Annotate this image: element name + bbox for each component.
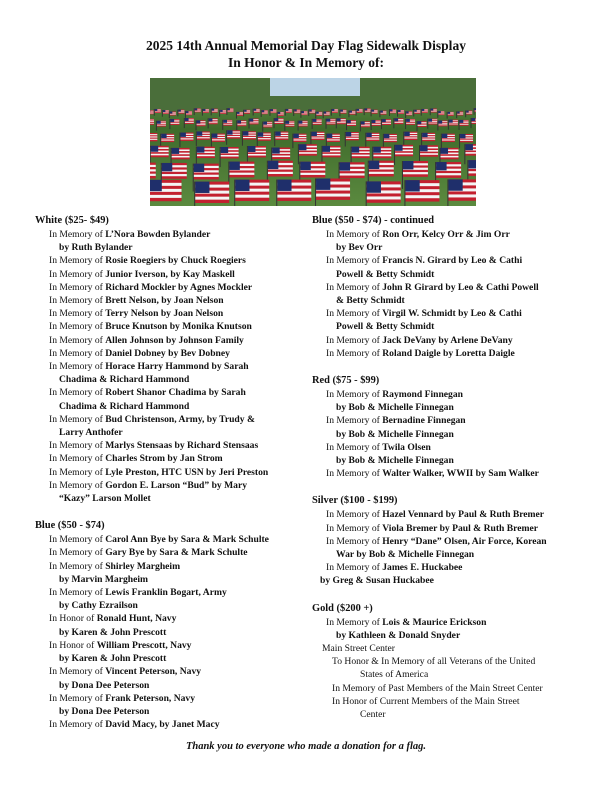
list-item bbox=[35, 586, 305, 612]
list-item bbox=[312, 561, 592, 587]
list-item bbox=[35, 334, 305, 347]
entry-continuation: by Ruth Bylander bbox=[59, 242, 133, 254]
list-item bbox=[35, 612, 305, 638]
flag-icon bbox=[208, 118, 218, 128]
flag-icon bbox=[285, 109, 292, 116]
flag-icon bbox=[162, 110, 169, 117]
flag-icon bbox=[169, 112, 176, 119]
entry-name: Daniel Dobney by Bev Dobney bbox=[105, 347, 230, 359]
entry-continuation: War by Bob & Michelle Finnegan bbox=[336, 549, 475, 561]
flag-icon bbox=[196, 120, 206, 130]
entry-continuation: Chadima & Richard Hammond bbox=[59, 374, 190, 386]
page-title bbox=[0, 37, 612, 71]
entry-line: To Honor & In Memory of all Veterans of the United bbox=[332, 656, 536, 668]
silver-list bbox=[312, 508, 592, 587]
entry-name: Viola Bremer by Paul & Ruth Bremer bbox=[382, 522, 539, 534]
flag-icon bbox=[308, 109, 315, 116]
entry-continuation: Powell & Betty Schmidt bbox=[336, 268, 435, 280]
flag-icon bbox=[397, 110, 404, 117]
flag-icon bbox=[405, 111, 412, 118]
list-item bbox=[312, 388, 592, 414]
entry-name: Hazel Vennard by Paul & Ruth Bremer bbox=[382, 509, 545, 521]
blue-heading: Blue ($50 - $74) bbox=[35, 520, 105, 532]
flag-icon bbox=[413, 110, 420, 117]
entry-continuation: by Bob & Michelle Finnegan bbox=[336, 455, 454, 467]
entry-name: Gordon E. Larson “Bud” by Mary bbox=[105, 479, 248, 491]
flag-icon bbox=[448, 120, 458, 130]
gold-heading: Gold ($200 +) bbox=[312, 602, 373, 614]
entry-continuation: by Cathy Ezrailson bbox=[59, 600, 138, 612]
entry-prefix: In Memory of bbox=[326, 562, 383, 574]
entry-name: James E. Huckabee bbox=[382, 562, 463, 574]
flag-icon bbox=[177, 110, 184, 117]
flag-icon bbox=[364, 108, 371, 115]
flag-icon bbox=[226, 130, 240, 145]
list-item bbox=[312, 695, 592, 721]
left-column bbox=[35, 214, 305, 731]
entry-continuation: by Bev Orr bbox=[336, 242, 383, 254]
entry-name: Vincent Peterson, Navy bbox=[105, 666, 202, 678]
flag-icon bbox=[403, 132, 417, 147]
entry-name: Henry “Dane” Olsen, Air Force, Korean bbox=[382, 535, 547, 547]
flag-icon bbox=[274, 118, 284, 128]
entry-name: Robert Shanor Chadima by Sarah bbox=[105, 387, 246, 399]
entry-prefix: In Memory of bbox=[326, 334, 383, 346]
title-line-1: 2025 14th Annual Memorial Day Flag Sidewalk Display bbox=[146, 38, 466, 53]
flag-icon bbox=[150, 133, 157, 148]
list-item bbox=[35, 254, 305, 267]
list-item: In Memory of Past Members of the Main Street Center bbox=[332, 682, 543, 694]
flag-icon bbox=[421, 133, 435, 148]
white-heading: White ($25- $49) bbox=[35, 215, 109, 226]
list-item bbox=[312, 535, 592, 561]
entry-name: Bud Christenson, Army, by Trudy & bbox=[105, 413, 255, 425]
entry-continuation: “Kazy” Larson Mollet bbox=[59, 493, 151, 505]
list-item bbox=[35, 268, 305, 281]
list-item bbox=[35, 452, 305, 465]
flag-icon bbox=[150, 110, 154, 117]
flag-icon bbox=[405, 119, 415, 129]
entry-prefix: In Memory of bbox=[49, 560, 106, 572]
entry-name: Virgil W. Schmidt by Leo & Cathi bbox=[382, 308, 522, 320]
entry-name: Shirley Margheim bbox=[105, 560, 181, 572]
flag-icon bbox=[194, 108, 201, 115]
flag-icon bbox=[300, 111, 307, 118]
flag-icon bbox=[339, 110, 346, 117]
flag-icon bbox=[323, 112, 330, 119]
flag-icon bbox=[243, 110, 250, 117]
flag-icon bbox=[274, 132, 288, 147]
flag-icon bbox=[447, 112, 454, 119]
entry-prefix: In Memory of bbox=[326, 389, 383, 401]
flag-icon bbox=[336, 118, 346, 128]
list-item bbox=[35, 347, 305, 360]
flag-icon bbox=[315, 179, 350, 206]
entry-prefix: In Memory of bbox=[49, 387, 106, 399]
flag-icon bbox=[315, 112, 322, 119]
entry-prefix: In Memory of bbox=[326, 522, 383, 534]
entry-name: Lyle Preston, HTC USN by Jeri Preston bbox=[105, 466, 269, 478]
flag-icon bbox=[474, 108, 476, 115]
blue-continued-list bbox=[312, 228, 592, 360]
entry-prefix: In Memory of bbox=[49, 347, 106, 359]
entry-prefix: In Memory of bbox=[326, 441, 383, 453]
entry-prefix: In Memory of bbox=[49, 361, 106, 373]
list-item bbox=[35, 665, 305, 691]
entry-name: Brett Nelson, by Joan Nelson bbox=[105, 295, 224, 307]
blue-continued-heading: Blue ($50 - $74) - continued bbox=[312, 215, 435, 226]
entry-prefix: In Memory of bbox=[49, 255, 106, 267]
flag-icon bbox=[249, 119, 259, 129]
entry-continuation: by Bob & Michelle Finnegan bbox=[336, 402, 454, 414]
list-item bbox=[35, 560, 305, 586]
entry-continuation: Center bbox=[360, 709, 386, 721]
entry-prefix: In Memory of bbox=[49, 692, 106, 704]
entry-name: L’Nora Bowden Bylander bbox=[105, 229, 211, 240]
list-item bbox=[35, 546, 305, 559]
silver-heading: Silver ($100 - $199) bbox=[312, 495, 398, 507]
list-item bbox=[35, 294, 305, 307]
flag-icon bbox=[234, 180, 269, 206]
entry-prefix: In Memory of bbox=[49, 453, 106, 465]
flag-icon bbox=[185, 111, 192, 118]
flag-icon bbox=[345, 132, 359, 147]
list-item bbox=[35, 466, 305, 479]
entry-line: In Honor of Current Members of the Main Street bbox=[332, 695, 520, 707]
entry-name: Junior Iverson, by Kay Maskell bbox=[105, 268, 235, 280]
entry-name: Rosie Roegiers by Chuck Roegiers bbox=[105, 255, 246, 267]
entry-name: Walter Walker, WWII by Sam Walker bbox=[382, 468, 539, 480]
flag-icon bbox=[441, 134, 455, 149]
red-heading: Red ($75 - $99) bbox=[312, 375, 380, 387]
flags-photo bbox=[150, 78, 476, 206]
entry-name: Ronald Hunt, Navy bbox=[96, 613, 177, 625]
flag-icon bbox=[298, 121, 308, 131]
entry-prefix: In Memory of bbox=[49, 534, 106, 546]
entry-prefix: In Memory of bbox=[326, 347, 383, 359]
list-item bbox=[35, 533, 305, 546]
flag-icon bbox=[257, 132, 271, 147]
entry-continuation: States of America bbox=[360, 669, 429, 681]
entry-name: Bruce Knutson by Monika Knutson bbox=[105, 321, 252, 333]
list-item bbox=[312, 347, 592, 360]
entry-name: Charles Strom by Jan Strom bbox=[105, 453, 223, 465]
flag-icon bbox=[447, 179, 476, 206]
entry-name: Lewis Franklin Bogart, Army bbox=[105, 587, 227, 599]
entry-name: Horace Harry Hammond by Sarah bbox=[105, 361, 249, 373]
flag-icon bbox=[348, 111, 355, 118]
list-item bbox=[35, 307, 305, 320]
entry-name: William Prescott, Navy bbox=[96, 639, 192, 651]
list-item bbox=[312, 414, 592, 440]
flag-icon bbox=[366, 181, 401, 206]
entry-name: David Macy, by Janet Macy bbox=[105, 719, 220, 731]
flag-icon bbox=[211, 134, 225, 149]
flag-icon bbox=[427, 119, 437, 129]
entry-prefix: In Memory of bbox=[326, 415, 383, 427]
flag-icon bbox=[169, 119, 179, 129]
sky-patch bbox=[270, 78, 360, 96]
flag-icon bbox=[389, 109, 396, 116]
flag-icon bbox=[154, 109, 161, 116]
right-column bbox=[312, 214, 592, 721]
entry-name: Ron Orr, Kelcy Orr & Jim Orr bbox=[382, 229, 510, 240]
flag-icon bbox=[156, 121, 166, 131]
flag-icon bbox=[404, 180, 439, 206]
entry-name: Raymond Finnegan bbox=[382, 389, 463, 401]
flag-icon bbox=[393, 118, 403, 128]
flag-icon bbox=[150, 119, 154, 129]
flag-icon bbox=[371, 120, 381, 130]
entry-prefix: In Honor of bbox=[49, 639, 97, 651]
list-item bbox=[35, 479, 305, 505]
entry-continuation: by Kathleen & Donald Snyder bbox=[336, 629, 461, 641]
flag-icon bbox=[459, 120, 469, 130]
flag-icon bbox=[179, 133, 193, 148]
flag-icon bbox=[381, 119, 391, 129]
entry-name: Jack DeVany by Arlene DeVany bbox=[382, 334, 513, 346]
flag-icon bbox=[236, 112, 243, 119]
flag-icon bbox=[310, 132, 324, 147]
list-item bbox=[312, 441, 592, 467]
list-item bbox=[35, 692, 305, 718]
entry-name: Frank Peterson, Navy bbox=[105, 692, 196, 704]
flag-icon bbox=[202, 109, 209, 116]
list-item bbox=[312, 616, 592, 642]
flag-icon bbox=[196, 131, 210, 146]
entry-name: Lois & Maurice Erickson bbox=[382, 616, 487, 628]
entry-prefix: In Memory of bbox=[49, 466, 106, 478]
flag-icon bbox=[437, 120, 447, 130]
list-item bbox=[312, 228, 592, 254]
list-item bbox=[35, 413, 305, 439]
list-item bbox=[312, 254, 592, 280]
list-item bbox=[312, 307, 592, 333]
entry-continuation: by Dona Dee Peterson bbox=[59, 679, 150, 691]
entry-continuation: by Bob & Michelle Finnegan bbox=[336, 428, 454, 440]
list-item bbox=[35, 360, 305, 386]
blue-list bbox=[35, 533, 305, 731]
flag-icon bbox=[284, 121, 294, 131]
flag-icon bbox=[437, 111, 444, 118]
flag-icon bbox=[379, 111, 386, 118]
entry-prefix: In Memory of bbox=[49, 547, 106, 559]
flag-icon bbox=[356, 109, 363, 116]
entry-continuation: by Dona Dee Peterson bbox=[59, 705, 150, 717]
entry-prefix: In Memory of bbox=[326, 255, 383, 267]
entry-prefix: In Memory of bbox=[49, 479, 106, 491]
entry-prefix: In Memory of bbox=[326, 509, 383, 521]
flag-icon bbox=[371, 110, 378, 117]
entry-name: Carol Ann Bye by Sara & Mark Schulte bbox=[105, 534, 269, 546]
entry-continuation: Larry Anthofer bbox=[59, 427, 123, 439]
list-item bbox=[312, 508, 592, 521]
flag-icon bbox=[331, 109, 338, 116]
flag-icon bbox=[269, 109, 276, 116]
flag-icon bbox=[184, 118, 194, 128]
entry-continuation: & Betty Schmidt bbox=[336, 295, 405, 307]
entry-continuation: by Greg & Susan Huckabee bbox=[320, 575, 434, 587]
entry-name: Twila Olsen bbox=[382, 441, 431, 453]
flag-icon bbox=[365, 133, 379, 148]
flag-icon bbox=[326, 119, 336, 129]
flag-icon bbox=[211, 109, 218, 116]
entry-prefix: In Memory of bbox=[326, 281, 383, 293]
flag-icon bbox=[253, 109, 260, 116]
entry-prefix: In Honor of bbox=[49, 613, 97, 625]
flags-photo-image bbox=[150, 78, 476, 206]
flag-icon bbox=[421, 109, 428, 116]
list-item bbox=[35, 281, 305, 294]
flag-icon bbox=[150, 180, 182, 206]
entry-name: John R Girard by Leo & Cathi Powell bbox=[382, 281, 539, 293]
entry-continuation: by Karen & John Prescott bbox=[59, 653, 167, 665]
list-item bbox=[312, 655, 592, 681]
flag-icon bbox=[360, 121, 370, 131]
entry-prefix: In Memory of bbox=[49, 321, 106, 333]
entry-prefix: In Memory of bbox=[326, 229, 383, 240]
list-item bbox=[312, 467, 592, 480]
flag-icon bbox=[219, 110, 226, 117]
entry-prefix: In Memory of bbox=[49, 295, 106, 307]
flag-icon bbox=[456, 111, 463, 118]
entry-name: Terry Nelson by Joan Nelson bbox=[105, 308, 224, 320]
list-item: Main Street Center bbox=[322, 643, 395, 655]
entry-name: Richard Mockler by Agnes Mockler bbox=[105, 281, 253, 293]
entry-name: Roland Daigle by Loretta Daigle bbox=[382, 347, 515, 359]
list-item bbox=[312, 281, 592, 307]
entry-continuation: Powell & Betty Schmidt bbox=[336, 321, 435, 333]
entry-continuation: by Karen & John Prescott bbox=[59, 626, 167, 638]
flag-icon bbox=[261, 110, 268, 117]
flag-icon bbox=[276, 180, 311, 206]
list-item bbox=[312, 522, 592, 535]
entry-prefix: In Memory of bbox=[49, 281, 106, 293]
entry-prefix: In Memory of bbox=[326, 468, 383, 480]
entry-name: Marlys Stensaas by Richard Stensaas bbox=[105, 440, 259, 452]
flag-icon bbox=[262, 122, 272, 132]
entry-prefix: In Memory of bbox=[49, 268, 106, 280]
list-item bbox=[35, 639, 305, 665]
title-line-2: In Honor & In Memory of: bbox=[227, 55, 385, 70]
flag-icon bbox=[194, 182, 229, 206]
list-item bbox=[35, 718, 305, 731]
list-item bbox=[35, 439, 305, 452]
flag-icon bbox=[430, 109, 437, 116]
flag-icon bbox=[222, 120, 232, 130]
entry-prefix: In Memory of bbox=[326, 535, 383, 547]
flag-icon bbox=[293, 109, 300, 116]
entry-prefix: In Memory of bbox=[49, 719, 106, 731]
footer-thanks: Thank you to everyone who made a donation for a flag. bbox=[185, 741, 427, 752]
entry-prefix: In Memory of bbox=[326, 616, 383, 628]
entry-prefix: In Memory of bbox=[49, 229, 106, 240]
flag-icon bbox=[471, 118, 476, 128]
list-item bbox=[35, 320, 305, 333]
flag-icon bbox=[417, 121, 427, 131]
entry-prefix: In Memory of bbox=[49, 587, 106, 599]
entry-prefix: In Memory of bbox=[49, 440, 106, 452]
flag-icon bbox=[236, 120, 246, 130]
flag-icon bbox=[346, 120, 356, 130]
flag-icon bbox=[465, 111, 472, 118]
list-item bbox=[312, 334, 592, 347]
white-list bbox=[35, 228, 305, 505]
flag-icon bbox=[277, 112, 284, 119]
flag-icon bbox=[242, 131, 256, 146]
list-item bbox=[35, 228, 305, 254]
flag-icon bbox=[226, 108, 233, 115]
entry-prefix: In Memory of bbox=[49, 666, 106, 678]
flag-icon bbox=[312, 119, 322, 129]
entry-prefix: In Memory of bbox=[326, 308, 383, 320]
entry-name: Gary Bye by Sara & Mark Schulte bbox=[105, 547, 248, 559]
entry-name: Francis N. Girard by Leo & Cathi bbox=[382, 255, 523, 267]
entry-continuation: by Marvin Margheim bbox=[59, 573, 148, 585]
entry-continuation: Chadima & Richard Hammond bbox=[59, 400, 190, 412]
entry-prefix: In Memory of bbox=[49, 413, 106, 425]
entry-prefix: In Memory of bbox=[49, 308, 106, 320]
list-item bbox=[35, 386, 305, 412]
flag-icon bbox=[298, 144, 317, 164]
entry-name: Allen Johnson by Johnson Family bbox=[105, 334, 244, 346]
entry-name: Bernadine Finnegan bbox=[382, 415, 466, 427]
red-list bbox=[312, 388, 592, 480]
entry-prefix: In Memory of bbox=[49, 334, 106, 346]
